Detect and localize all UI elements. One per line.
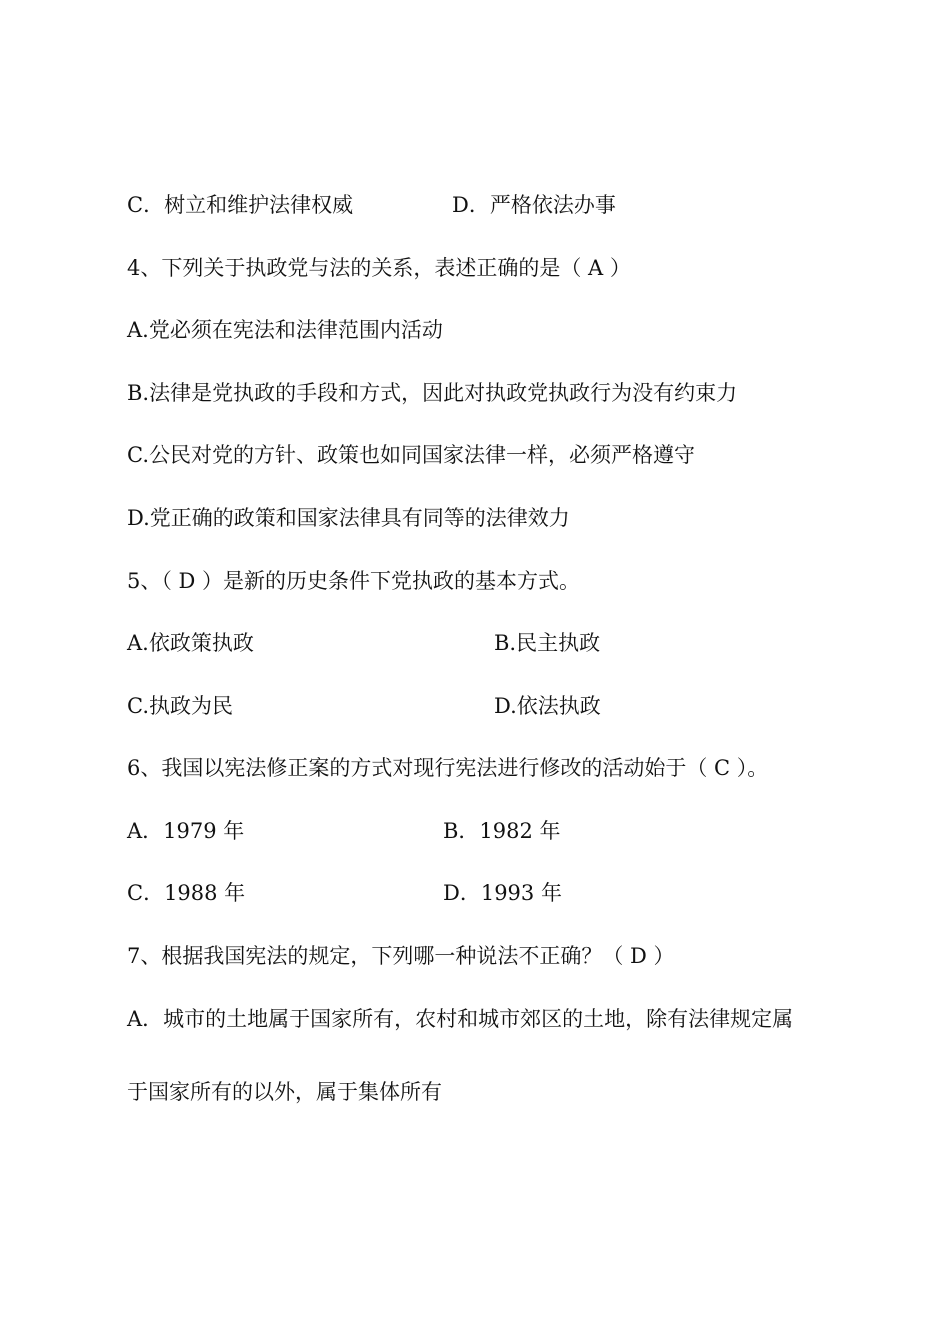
question-4-option-c: C.公民对党的方针、政策也如同国家法律一样，必须严格遵守 bbox=[127, 443, 695, 467]
question-5-options-a-b bbox=[127, 628, 601, 658]
question-5-option-b: B.民主执政 bbox=[494, 631, 601, 655]
question-7: 7、根据我国宪法的规定，下列哪一种说法不正确？（ D ） bbox=[127, 944, 675, 968]
question-6: 6、我国以宪法修正案的方式对现行宪法进行修改的活动始于（ C ）。 bbox=[127, 756, 769, 780]
question-6-option-a: A．1979 年 bbox=[127, 819, 245, 843]
question-6-options-a-b bbox=[127, 816, 561, 846]
question-6-options-c-d bbox=[127, 878, 562, 908]
question-5-options-c-d bbox=[127, 691, 601, 721]
question-4-option-a: A.党必须在宪法和法律范围内活动 bbox=[127, 318, 443, 342]
option-d: D．严格依法办事 bbox=[452, 193, 616, 217]
question-4-option-b: B.法律是党执政的手段和方式，因此对执政党执政行为没有约束力 bbox=[127, 381, 738, 405]
question-5-option-c: C.执政为民 bbox=[127, 694, 233, 718]
question-5-option-d: D.依法执政 bbox=[494, 694, 601, 718]
question-4-option-d: D.党正确的政策和国家法律具有同等的法律效力 bbox=[127, 506, 570, 530]
question-4: 4、下列关于执政党与法的关系，表述正确的是（ A ） bbox=[127, 256, 631, 280]
question-5-option-a: A.依政策执政 bbox=[127, 631, 254, 655]
question-5: 5、（ D ）是新的历史条件下党执政的基本方式。 bbox=[127, 569, 581, 593]
option-line-c-d bbox=[127, 190, 616, 220]
question-6-option-c: C．1988 年 bbox=[127, 881, 246, 905]
option-c: C．树立和维护法律权威 bbox=[127, 193, 354, 217]
question-7-option-a-line1: A．城市的土地属于国家所有，农村和城市郊区的土地，除有法律规定属 bbox=[127, 1007, 794, 1031]
question-6-option-b: B．1982 年 bbox=[443, 819, 561, 843]
question-7-option-a-line2: 于国家所有的以外，属于集体所有 bbox=[127, 1080, 442, 1104]
question-6-option-d: D．1993 年 bbox=[443, 881, 562, 905]
